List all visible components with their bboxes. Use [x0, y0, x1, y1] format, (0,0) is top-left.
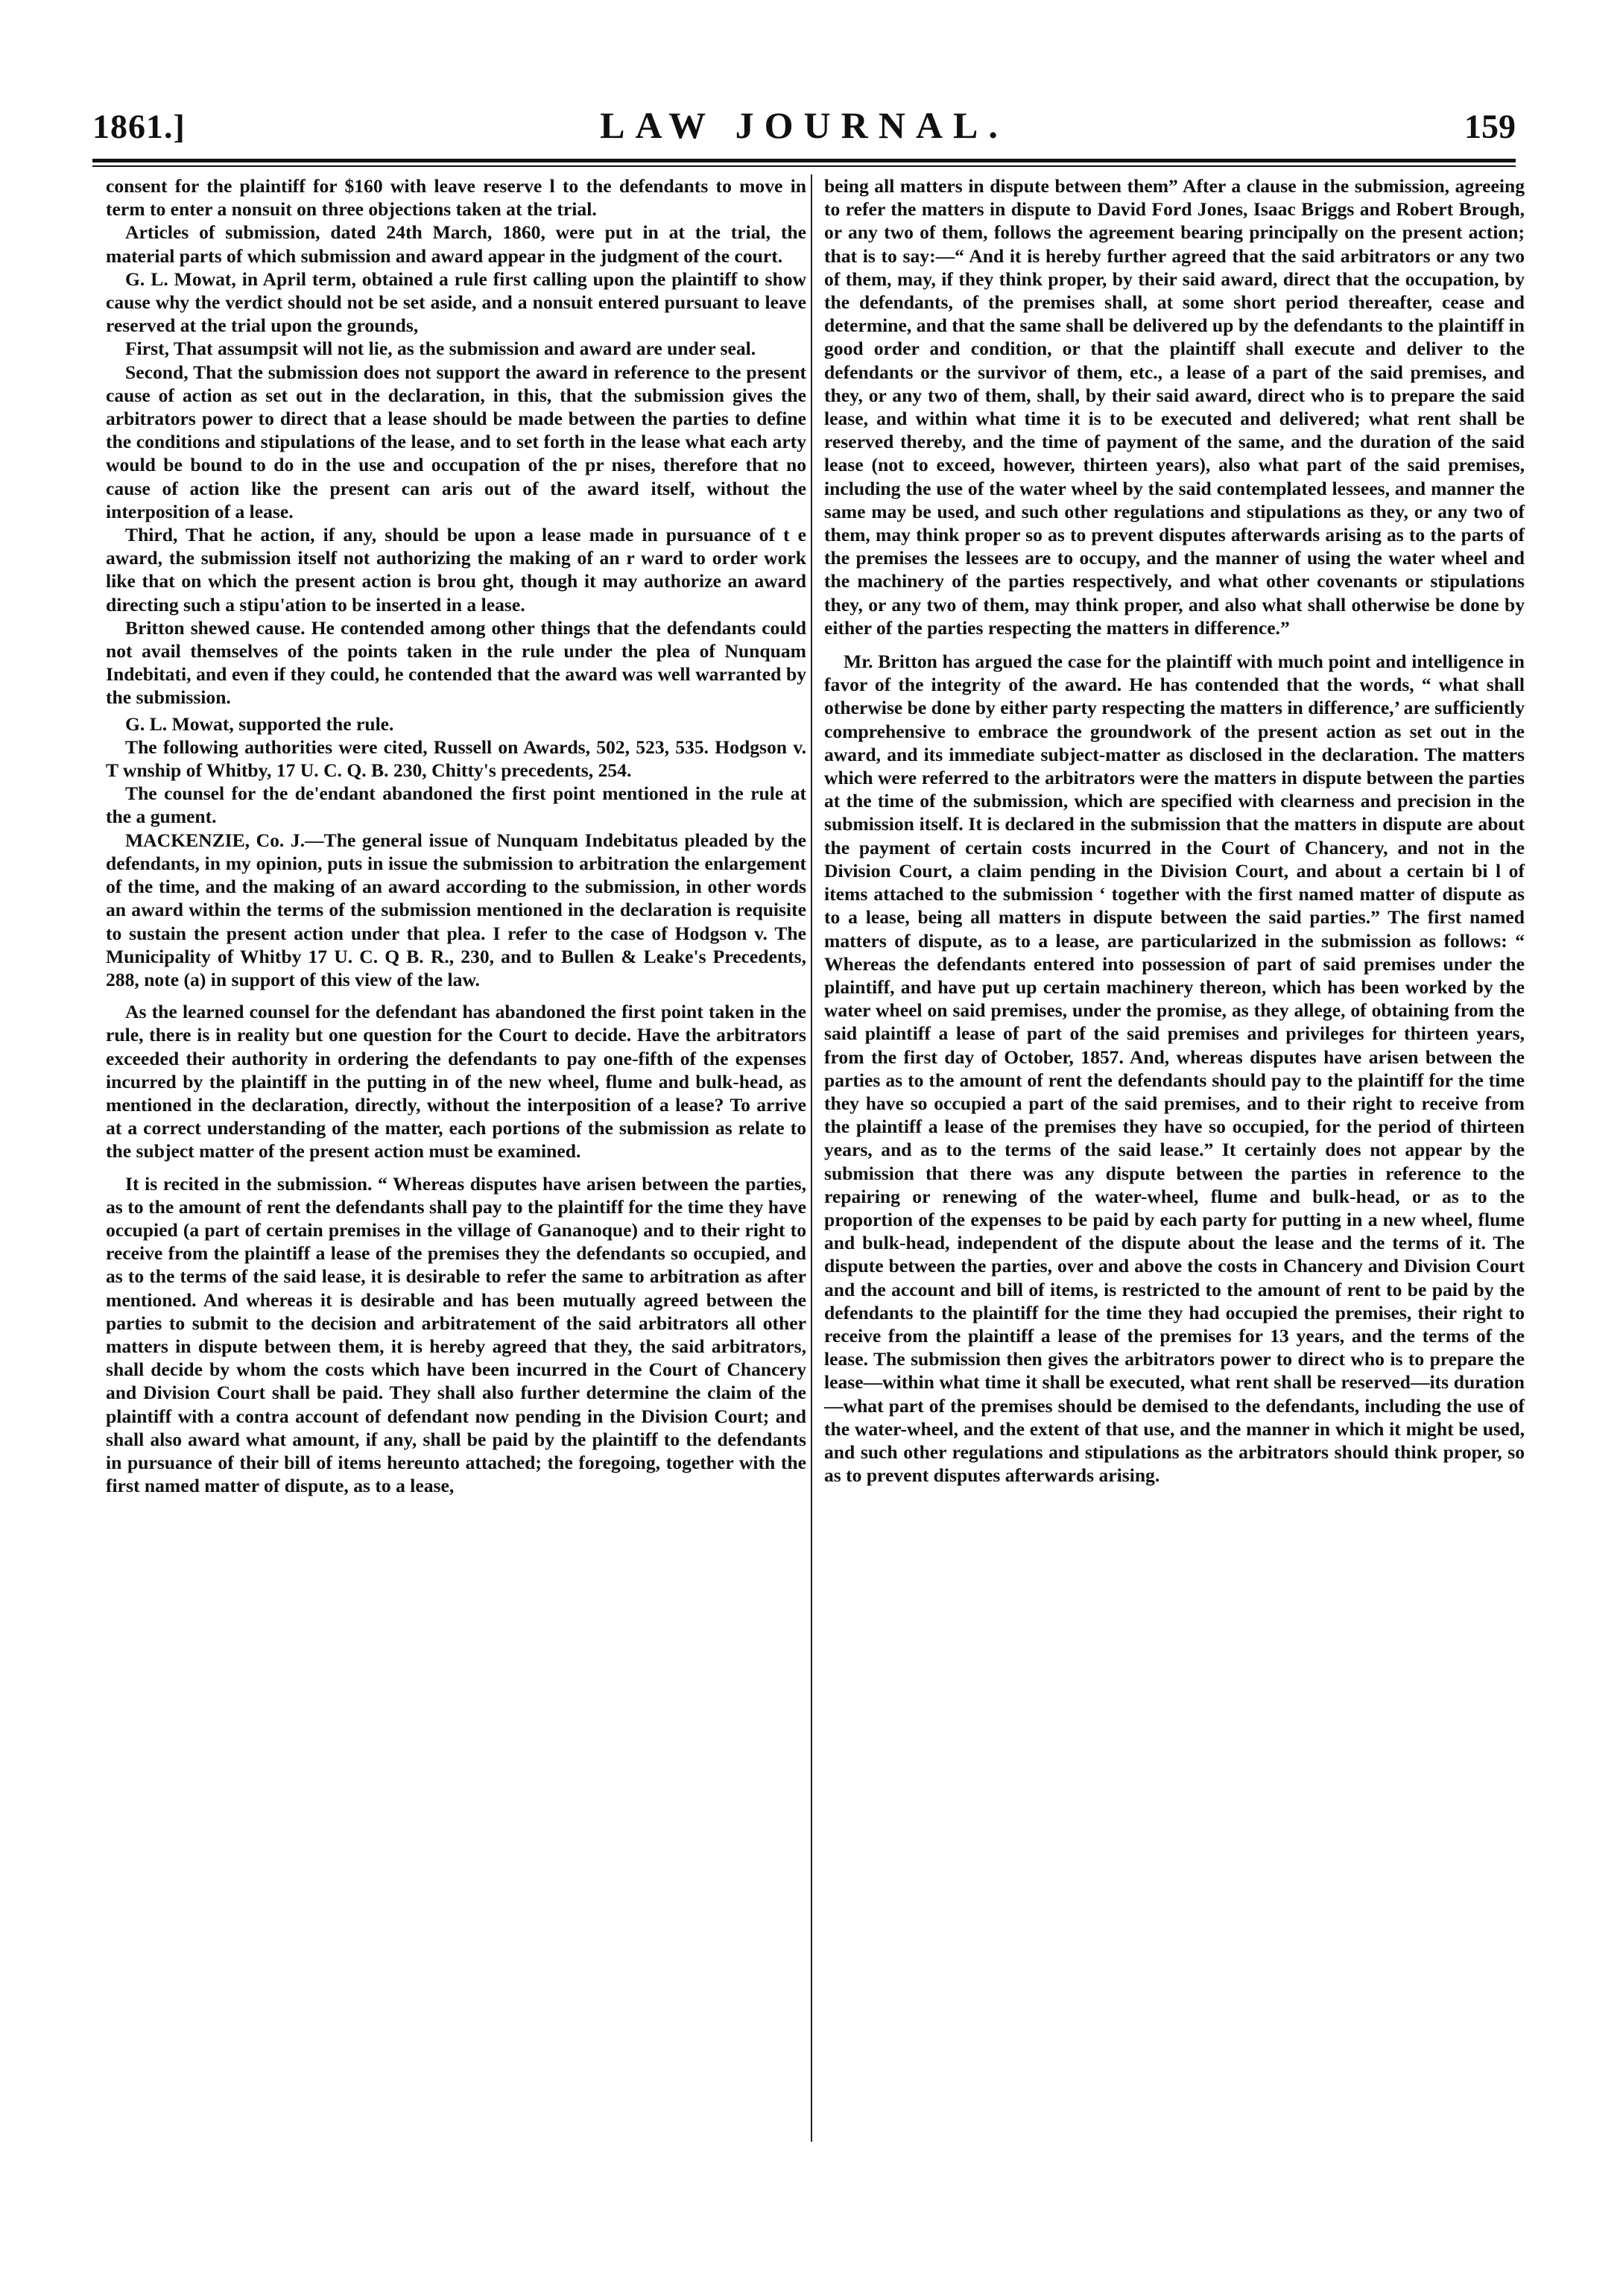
page-number: 159: [1464, 107, 1516, 145]
paragraph-articles-of-submission: Articles of submission, dated 24th March, 1860, were put in at the trial, the material parts of which submission and award appear in the judgment of the court.: [106, 221, 806, 267]
paragraph-judgment-opening: MACKENZIE, Co. J.—The general issue of Nunquam Indebitatus pleaded by the defendants, in my opinion, puts in issue the submission to arbitration the enlargement of the time, and the making of an award according to the submission, in other words an award within the terms of the submission mentioned in the declaration is requisite to sustain the present action under that plea. I refer to the case of Hodgson v. The Municipality of Whitby 17 U. C. Q B. R., 230, and to Bullen & Leake's Precedents, 288, note (a) in support of this view of the law.: [106, 829, 806, 990]
paragraph-first-ground: First, That assumpsit will not lie, as the submission and award are under seal.: [125, 338, 756, 360]
paragraph-rule-obtained: G. L. Mowat, in April term, obtained a rule first calling upon the plaintiff to show cause why the verdict should not be set aside, and a nonsuit entered pursuant to leave reserved at the trial upon the grounds,: [106, 268, 806, 337]
paragraph-authorities-cited: The following authorities were cited, Russell on Awards, 502, 523, 535. Hodgson v. T wnship of Whitby, 17 U. C. Q. B. 230, Chitty's precedents, 254.: [106, 736, 806, 782]
running-head: [92, 101, 1516, 160]
header-rule-thin: [92, 165, 1516, 167]
header-year: 1861.]: [92, 107, 186, 145]
paragraph-third-ground: Third, That he action, if any, should be upon a lease made in pursuance of t e award, the submission itself not authorizing the making of an r ward to order work like that on which the present action is brou ght, though it may authorize an award directing such a stipu'ation to be inserted in a lease.: [106, 524, 806, 616]
paragraph-question-for-court: As the learned counsel for the defendant has abandoned the first point taken in the rule, there is in reality but one question for the Court to decide. Have the arbitrators exceeded their authority in ordering the defendants to pay one-fifth of the expenses incurred by the plaintiff in the putting in of the new wheel, flume and bulk-head, as mentioned in the declaration, directly, without the interposition of a lease? To arrive at a correct understanding of the matter, each portions of the submission as relate to the subject matter of the present action must be examined.: [106, 1001, 806, 1163]
paragraph-recital-of-submission: It is recited in the submission. “ Whereas disputes have arisen between the parties, as to the amount of rent the defendants shall pay to the plaintiff for the time they have occupied (a part of certain premises in the village of Gananoque) and to their right to receive from the plaintiff a lease of the premises they the defendants so occupied, and as to the terms of the said lease, it is desirable to refer the same to arbitration as after mentioned. And whereas it is desirable and has been mutually agreed between the parties to submit to the decision and arbitratement of the said arbitrators all other matters in dispute between them, it is hereby agreed that they, the said arbitrators, shall decide by whom the costs which have been incurred in the Court of Chancery and Division Court shall be paid. They shall also further determine the claim of the plaintiff with a contra account of defendant now pending in the Division Court; and shall also award what amount, if any, shall be paid by the plaintiff to the defendants in pursuance of their bill of items hereunto attached; the foregoing, together with the first named matter of dispute, as to a lease,: [106, 1172, 806, 1497]
paragraph-britton-shewed-cause: Britton shewed cause. He contended among other things that the defendants could not avail themselves of the points taken in the rule under the plea of Nunquam Indebitati, and even if they could, he contended that the award was well warranted by the submission.: [106, 616, 806, 709]
paragraph-verdict-consent: consent for the plaintiff for $160 with leave reserve l to the defendants to move in term to enter a nonsuit on three objections taken at the trial.: [106, 175, 806, 221]
paragraph-second-ground: Second, That the submission does not support the award in reference to the present cause of action as set out in the declaration, in this, that the submission gives the arbitrators power to direct that a lease should be made between the parties to define the conditions and stipulations of the lease, and to set forth in the lease what each arty would be bound to do in the use and occupation of the pr nises, therefore that no cause of action like the present can aris out of the award itself, without the interposition of a lease.: [106, 361, 806, 522]
header-rule-thick: [92, 159, 1516, 162]
left-column: [106, 174, 806, 1497]
paragraph-submission-clause: being all matters in dispute between them” After a clause in the submission, agreeing to refer the matters in dispute to David Ford Jones, Isaac Briggs and Robert Brough, or any two of them, follows the agreement bearing principally on the present action; that is to say:—“ And it is hereby further agreed that the said arbitrators or any two of them, may, if they think proper, by their said award, direct that the occupation, by the defendants, of the premises shall, at some short period thereafter, cease and determine, and that the same shall be delivered up by the defendants to the plaintiff in good order and condition, or that the plaintiff shall execute and deliver to the defendants or the survivor of them, etc., a lease of a part of the said premises, and they, or any two of them, shall, by their said award, direct who is to prepare the said lease, and within what time it is to be executed and delivered; what rent shall be reserved thereby, and the time of payment of the same, and the duration of the said lease (not to exceed, however, thirteen years), also what part of the said premises, including the use of the water wheel by the said contemplated lessees, and manner the same may be used, and such other regulations and stipulations as they, or any two of them, may think proper so as to prevent disputes afterwards arising as to the parts of the premises the lessees are to occupy, and the manner of using the water wheel and the machinery of the parties respectively, and what other covenants or stipulations they, or any two of them, may think proper, and also what shall otherwise be done by either of the parties respecting the matters in difference.”: [824, 175, 1525, 639]
journal-title: LAW JOURNAL.: [600, 104, 1008, 146]
paragraph-britton-argument: Mr. Britton has argued the case for the plaintiff with much point and intelligence in favor of the integrity of the award. He has contended that the words, “ what shall otherwise be done by either party respecting the matters in difference,’ are sufficiently comprehensive to embrace the groundwork of the present action as set out in the award, and its immediate subject-matter as disclosed in the declaration. The matters which were referred to the arbitrators were the matters in dispute between the parties at the time of the submission, which are specified with clearness and precision in the submission itself. It is declared in the submission that the matters in dispute are about the payment of certain costs incurred in the Court of Chancery, and not in the Division Court, a claim pending in the Division Court, and about a certain bi l of items attached to the submission ‘ together with the first named matter of dispute as to a lease, being all matters in dispute between the said parties.” The first named matters of dispute, as to a lease, are particularized in the submission as follows: “ Whereas the defendants entered into possession of part of said premises under the plaintiff, and have put up certain machinery thereon, which has been worked by the water wheel on said premises, under the promise, as they allege, of obtaining from the said plaintiff a lease of part of the said premises and privileges for thirteen years, from the first day of October, 1857. And, whereas disputes have arisen between the parties as to the amount of rent the defendants should pay to the plaintiff for the time they have so occupied a part of the said premises, and to their right to receive from the plaintiff a lease of the premises they have so occupied, for the period of thirteen years, and as to the terms of the said lease.” It certainly does not appear by the submission that there was any dispute between the parties in reference to the repairing or renewing of the water-wheel, flume and bulk-head, or as to the proportion of the expenses to be paid by each party for putting in a new wheel, flume and bulk-head, independent of the dispute about the lease and the terms of it. The dispute between the parties, over and above the costs in Chancery and Division Court and the account and bill of items, is restricted to the amount of rent to be paid by the defendants to the plaintiff for the time they had occupied the premises, their right to receive from the plaintiff a lease of the premises for 13 years, and the terms of the lease. The submission then gives the arbitrators power to direct who is to prepare the lease—within what time it shall be executed, what rent shall be reserved—its duration—what part of the premises should be demised to the defendants, including the use of the water-wheel, and the extent of that use, and the manner in which it might be used, and such other regulations and stipulations as the arbitrators should think proper, so as to prevent disputes afterwards arising.: [824, 651, 1525, 1487]
paragraph-first-point-abandoned: The counsel for the de'endant abandoned the first point mentioned in the rule at the a gument.: [106, 782, 806, 828]
column-divider: [811, 174, 812, 2142]
right-column: [824, 174, 1525, 1487]
paragraph-mowat-supported: G. L. Mowat, supported the rule.: [125, 712, 394, 735]
